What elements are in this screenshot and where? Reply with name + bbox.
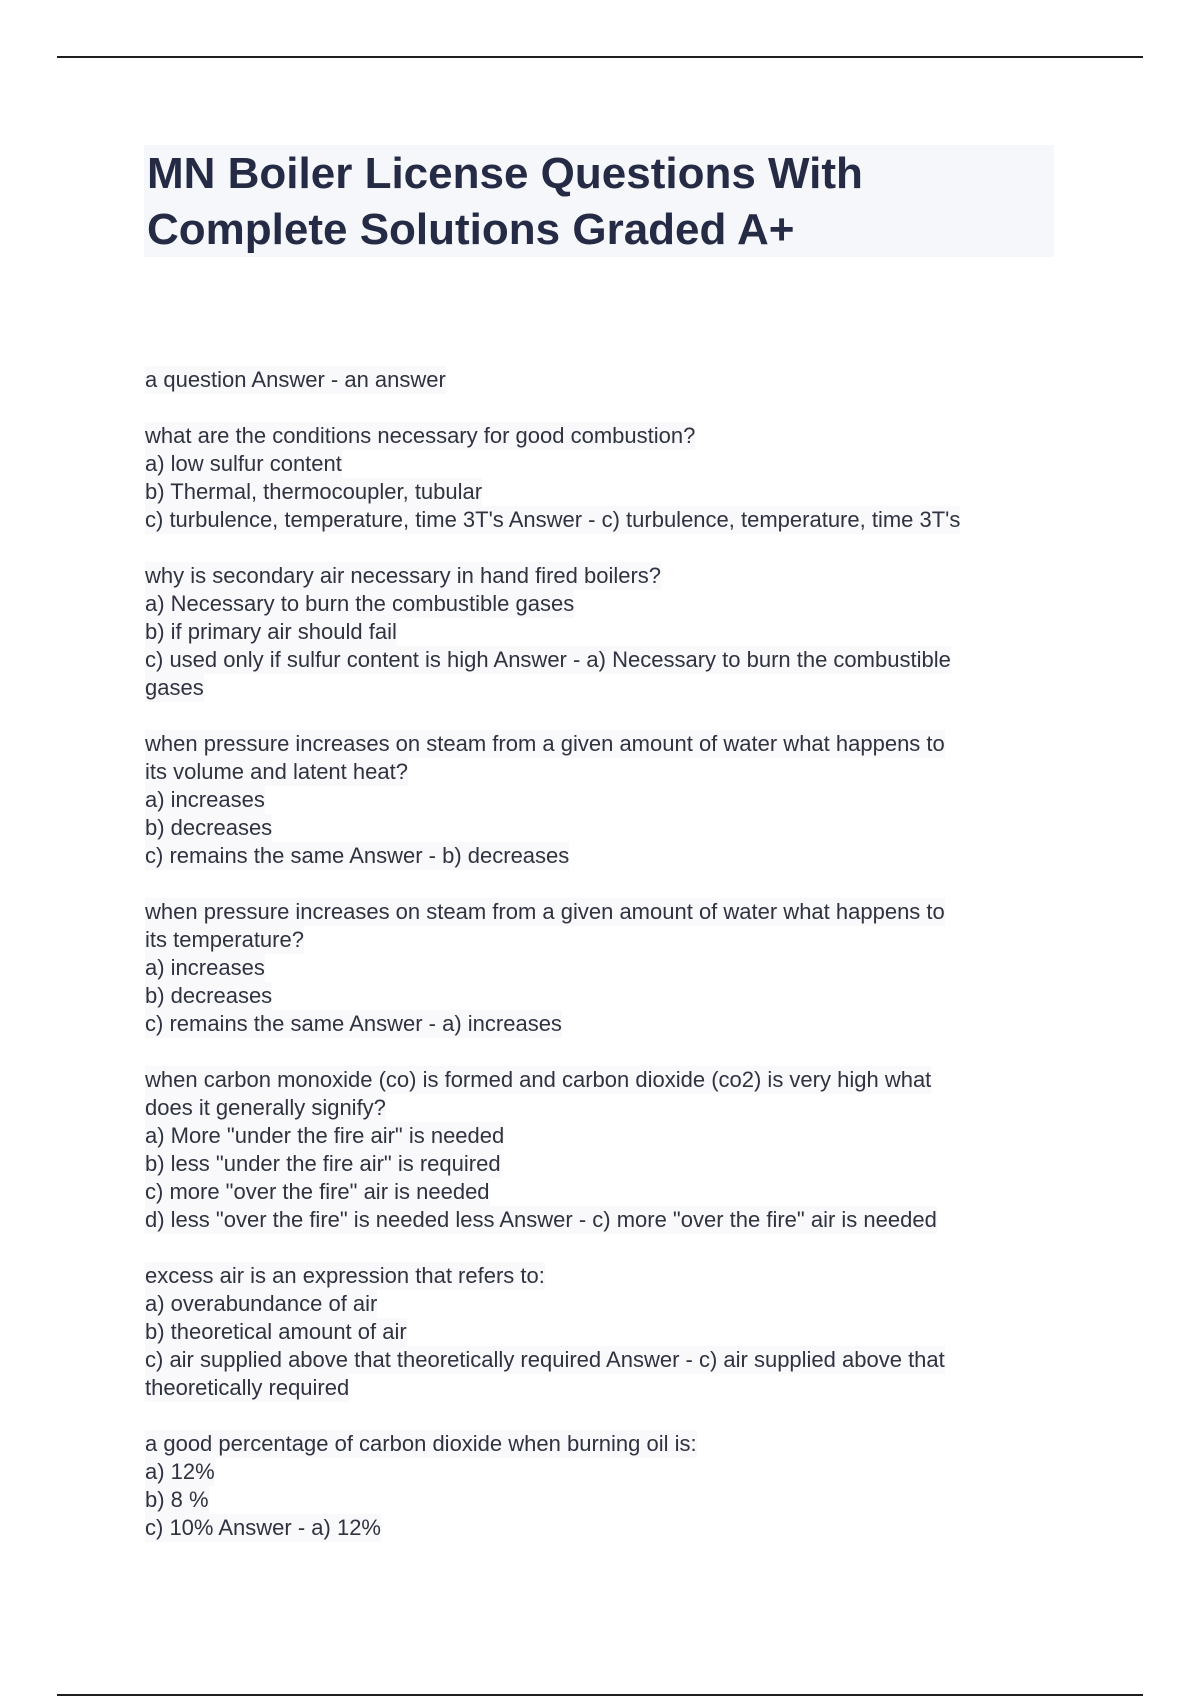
question-line: c) air supplied above that theoretically required Answer - c) air supplied above that	[145, 1347, 945, 1372]
question-text: a question Answer - an answer	[145, 367, 446, 392]
question-line: gases	[145, 675, 204, 700]
question-block	[145, 1262, 1065, 1402]
document-title	[147, 146, 1047, 258]
question-line: b) less "under the fire air" is required	[145, 1151, 501, 1176]
question-line: b) 8 %	[145, 1487, 209, 1512]
question-line: its temperature?	[145, 927, 304, 952]
question-line: c) turbulence, temperature, time 3T's Answer - c) turbulence, temperature, time 3T's	[145, 507, 961, 532]
question-line: a) overabundance of air	[145, 1291, 378, 1316]
question-line: theoretically required	[145, 1375, 350, 1400]
question-line: d) less "over the fire" is needed less Answer - c) more "over the fire" air is needed	[145, 1207, 937, 1232]
bottom-rule	[57, 1694, 1143, 1696]
question-line: b) if primary air should fail	[145, 619, 397, 644]
question-line: a) Necessary to burn the combustible gases	[145, 591, 575, 616]
title-line-1: MN Boiler License Questions With	[147, 149, 863, 198]
question-text: when pressure increases on steam from a given amount of water what happens to	[145, 899, 945, 924]
question-block	[145, 730, 1065, 870]
top-rule	[57, 56, 1143, 58]
question-text: what are the conditions necessary for good combustion?	[145, 423, 696, 448]
question-line: b) decreases	[145, 983, 273, 1008]
question-line: c) more "over the fire" air is needed	[145, 1179, 490, 1204]
question-line: b) decreases	[145, 815, 273, 840]
question-line: b) Thermal, thermocoupler, tubular	[145, 479, 483, 504]
question-block	[145, 898, 1065, 1038]
question-line: does it generally signify?	[145, 1095, 386, 1120]
title-line-2: Complete Solutions Graded A+	[147, 205, 795, 254]
question-text: why is secondary air necessary in hand fired boilers?	[145, 563, 662, 588]
question-block	[145, 1066, 1065, 1234]
question-block	[145, 1430, 1065, 1542]
question-line: c) remains the same Answer - b) decreases	[145, 843, 570, 868]
question-line: a) More "under the fire air" is needed	[145, 1123, 505, 1148]
question-line: a) increases	[145, 787, 265, 812]
question-line: its volume and latent heat?	[145, 759, 408, 784]
question-block	[145, 366, 1065, 394]
question-text: when carbon monoxide (co) is formed and carbon dioxide (co2) is very high what	[145, 1067, 932, 1092]
question-list	[145, 366, 1065, 1570]
question-text: excess air is an expression that refers to:	[145, 1263, 545, 1288]
question-line: c) remains the same Answer - a) increases	[145, 1011, 562, 1036]
question-line: b) theoretical amount of air	[145, 1319, 407, 1344]
question-text: a good percentage of carbon dioxide when burning oil is:	[145, 1431, 697, 1456]
question-line: c) 10% Answer - a) 12%	[145, 1515, 381, 1540]
question-line: c) used only if sulfur content is high Answer - a) Necessary to burn the combustible	[145, 647, 951, 672]
question-block	[145, 422, 1065, 534]
question-text: when pressure increases on steam from a given amount of water what happens to	[145, 731, 945, 756]
question-line: a) increases	[145, 955, 265, 980]
question-line: a) low sulfur content	[145, 451, 342, 476]
question-block	[145, 562, 1065, 702]
question-line: a) 12%	[145, 1459, 215, 1484]
